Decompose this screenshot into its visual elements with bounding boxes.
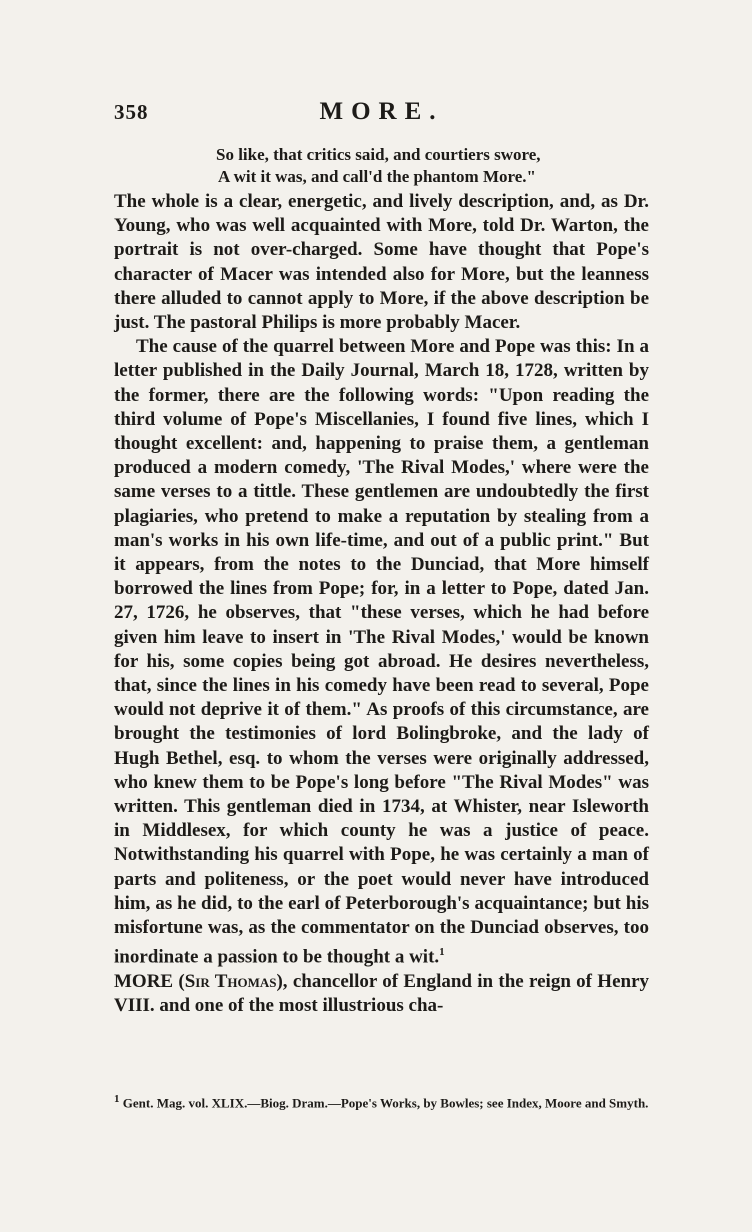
paragraph-2 bbox=[114, 335, 649, 970]
paragraph-1-text: The whole is a clear, energetic, and lively description, and, as Dr. Young, who was well acquainted with More, told Dr. Warton, the portrait is not over-charged. Some have thought that Pope's character of Macer was intended also for More, but the leanness there alluded to cannot apply to More, if the above description be just. The pastoral Philips is more probably Macer. bbox=[114, 191, 649, 334]
verse-line-2: A wit it was, and call'd the phantom More." bbox=[218, 167, 536, 186]
footnote-reference: 1 bbox=[439, 946, 445, 959]
entry-title: (Sir Thomas), bbox=[178, 970, 288, 992]
entry-headword: MORE bbox=[114, 970, 174, 992]
page-header bbox=[114, 100, 649, 130]
page-number: 358 bbox=[114, 100, 149, 124]
footnote-text: Gent. Mag. vol. XLIX.—Biog. Dram.—Pope's Works, by Bowles; see Index, Moore and Smyth. bbox=[122, 1095, 649, 1111]
body-text bbox=[114, 190, 649, 1018]
footnote-marker: 1 bbox=[114, 1093, 120, 1105]
entry-more-thomas bbox=[114, 970, 649, 1018]
verse-line-1: So like, that critics said, and courtiers swore, bbox=[216, 145, 541, 164]
running-head: MORE. bbox=[319, 98, 444, 125]
entry-text: chancellor of England in the reign of Henry VIII. and one of the most illustrious cha- bbox=[114, 970, 650, 1017]
footnote bbox=[114, 1091, 649, 1111]
verse-quotation bbox=[216, 144, 636, 188]
paragraph-2-text: The cause of the quarrel between More and Pope was this: In a letter published in the Daily Journal, March 18, 1728, written by the former, there are the following words: "Upon reading the third volume of Pope's Miscellanies, I found five lines, which I thought excellent: and, happening to praise them, a gentleman produced a modern comedy, 'The Rival Modes,' where were the same verses to a tittle. These gentlemen are undoubtedly the first plagiaries, who pretend to make a reputation by stealing from a man's works in his own life-time, and out of a public print." But it appears, from the notes to the Dunciad, that More himself borrowed the lines from Pope; for, in a letter to Pope, dated Jan. 27, 1726, he observes, that "these verses, which he had before given him leave to insert in 'The Rival Modes,' would be known for his, some copies being got abroad. He desires nevertheless, that, since the lines in his comedy have been read to several, Pope would not deprive it of them." As proofs of this circumstance, are brought the testimonies of lord Bolingbroke, and the lady of Hugh Bethel, esq. to whom the verses were originally addressed, who knew them to be Pope's long before "The Rival Modes" was written. This gentleman died in 1734, at Whister, near Isleworth in Middlesex, for which county he was a justice of peace. Notwithstanding his quarrel with Pope, he was certainly a man of parts and politeness, or the poet would never have introduced him, as he did, to the earl of Peterborough's acquaintance; but his misfortune was, as the commentator on the Dunciad observes, too inordinate a passion to be thought a wit. bbox=[114, 336, 649, 968]
paragraph-1 bbox=[114, 190, 649, 335]
